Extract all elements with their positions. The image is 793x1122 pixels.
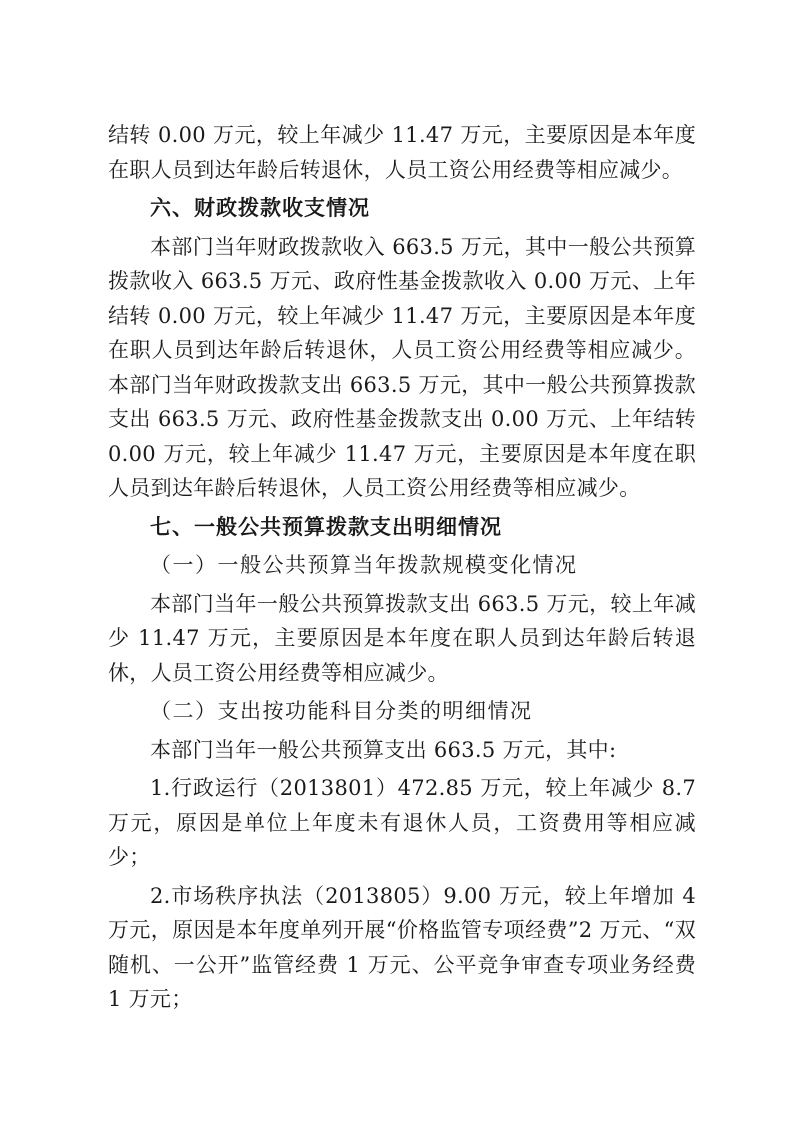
paragraph-scale-change: 本部门当年一般公共预算拨款支出 663.5 万元，较上年减少 11.47 万元，主要原因是本年度在职人员到达年龄后转退休，人员工资公用经费等相应减少。: [108, 591, 696, 685]
paragraph-fiscal-income-expense: 本部门当年财政拨款收入 663.5 万元，其中一般公共预算拨款收入 663.5 万元、政府性基金拨款收入 0.00 万元、上年结转 0.00 万元，较上年减少 11.47 万元，主要原因是本年度在职人员到达年龄后转退休，人员工资公用经费等相应减少。本部门当年财政拨款支出 663.5 万元，其中一般公共预算拨款支出 663.5 万元、政府性基金拨款支出 0.00 万元、上年结转 0.00 万元，较上年减少 11.47 万元，主要原因是本年度在职人员到达年龄后转退休，人员工资公用经费等相应减少。: [108, 234, 696, 500]
paragraph-carryover: 结转 0.00 万元，较上年减少 11.47 万元，主要原因是本年度在职人员到达年龄后转退休，人员工资公用经费等相应减少。: [108, 123, 696, 182]
paragraph-item-1: 1.行政运行（2013801）472.85 万元，较上年减少 8.7 万元，原因是单位上年度未有退休人员，工资费用等相应减少；: [108, 776, 696, 869]
document-page: [108, 118, 696, 1017]
section-heading-7: 七、一般公共预算拨款支出明细情况: [150, 514, 502, 539]
paragraph-item-2: 2.市场秩序执法（2013805）9.00 万元，较上年增加 4 万元，原因是本年度单列开展“价格监管专项经费”2 万元、“双随机、一公开”监管经费 1 万元、公平竞争审查专项业务经费 1 万元；: [108, 883, 696, 1011]
subsection-heading-2: （二）支出按功能科目分类的明细情况: [150, 699, 533, 723]
subsection-heading-1: （一）一般公共预算当年拨款规模变化情况: [150, 553, 578, 577]
paragraph-expense-total: 本部门当年一般公共预算支出 663.5 万元，其中:: [150, 737, 617, 762]
section-heading-6: 六、财政拨款收支情况: [150, 196, 370, 220]
